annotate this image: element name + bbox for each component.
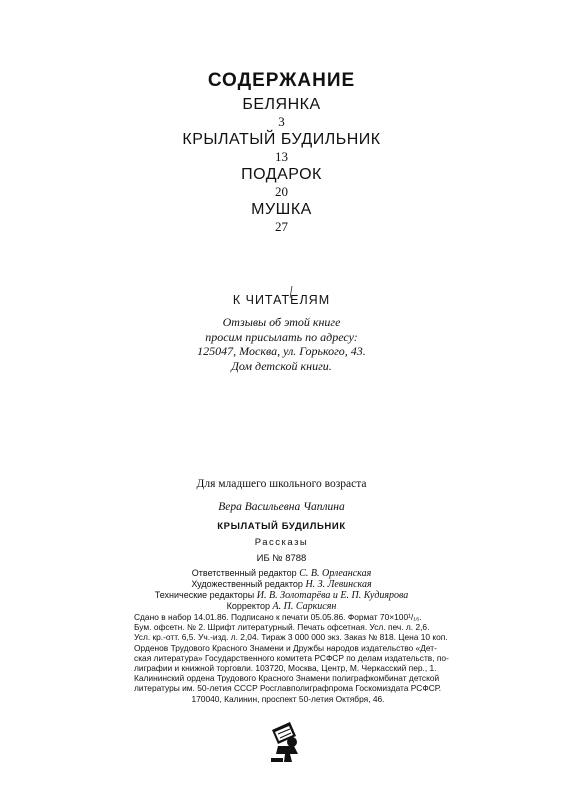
credit-role: Корректор xyxy=(226,601,271,611)
reader-note-heading: К ЧИТАТЕЛЯМ xyxy=(232,293,331,307)
print-details-line: ская литература» Государственного комитета РСФСР по делам издательств, по- xyxy=(134,652,449,663)
print-details-line: Орденов Трудового Красного Знамени и Дружбы народов издательство «Дет- xyxy=(134,642,437,653)
print-details-line: 170040, Калинин, проспект 50-летия Октября, 46. xyxy=(191,693,385,704)
reader-note-line: 125047, Москва, ул. Горького, 43. xyxy=(197,344,366,358)
toc-entry-title: МУШКА xyxy=(251,201,312,218)
print-details-line: Калининский ордена Трудового Красного Знамени полиграфкомбинат детской xyxy=(134,673,440,684)
credit-name: Н. З. Левинская xyxy=(305,579,372,590)
toc-entry-page: 20 xyxy=(275,184,288,199)
print-details-line: лиграфии и книжной торговли. 103720, Москва, Центр, М. Черкасский пер., 1. xyxy=(134,663,437,674)
print-details-line: литературы им. 50-летия СССР Росглавполиграфпрома Госкомиздата РСФСР. xyxy=(134,683,442,694)
credit-name: И. В. Золотарёва и Е. П. Кудиярова xyxy=(256,590,409,601)
print-details-line: Бум. офсетн. № 2. Шрифт литературный. Печать офсетная. Усл. печ. л. 2,6. xyxy=(134,622,430,633)
credit-role: Художественный редактор xyxy=(191,579,303,589)
toc-entry xyxy=(0,131,563,164)
credit-line xyxy=(0,579,563,590)
toc-entry-page: 27 xyxy=(275,219,288,234)
toc-entry xyxy=(0,166,563,199)
ib-number: ИБ № 8788 xyxy=(256,553,307,564)
reader-note-line: Отзывы об этой книге xyxy=(222,315,341,329)
credit-name: С. В. Орлеанская xyxy=(299,568,372,579)
toc-entry-title: БЕЛЯНКА xyxy=(242,96,321,113)
toc-entry-page: 3 xyxy=(278,114,285,129)
toc-entry-page: 13 xyxy=(275,149,288,164)
author-name: Вера Васильевна Чаплина xyxy=(218,501,345,513)
credit-name: А. П. Саркисян xyxy=(272,601,337,612)
toc-entry-title: ПОДАРОК xyxy=(241,166,322,183)
reader-note-line: Дом детской книги. xyxy=(231,359,332,373)
credit-line xyxy=(0,568,563,579)
age-note: Для младшего школьного возраста xyxy=(196,478,367,490)
credit-line xyxy=(0,601,563,612)
book-genre: Рассказы xyxy=(254,537,309,548)
print-details-line: Усл. кр.-отт. 6,5. Уч.-изд. л. 2,04. Тираж 3 000 000 экз. Заказ № 818. Цена 10 коп. xyxy=(134,632,448,643)
toc-entry xyxy=(0,201,563,234)
credit-role: Ответственный редактор xyxy=(191,568,297,578)
print-details-line: Сдано в набор 14.01.86. Подписано к печати 05.05.86. Формат 70×100¹/₁₆. xyxy=(134,612,422,622)
publisher-logo-icon xyxy=(268,720,304,764)
reader-note-line: просим присылать по адресу: xyxy=(205,330,358,344)
credit-line xyxy=(0,590,563,601)
book-title: КРЫЛАТЫЙ БУДИЛЬНИК xyxy=(217,521,346,532)
contents-title: СОДЕРЖАНИЕ xyxy=(207,70,356,91)
toc-entry xyxy=(0,96,563,129)
print-details xyxy=(134,612,449,704)
toc-entry-title: КРЫЛАТЫЙ БУДИЛЬНИК xyxy=(182,131,381,148)
credit-role: Технические редакторы xyxy=(154,590,255,600)
